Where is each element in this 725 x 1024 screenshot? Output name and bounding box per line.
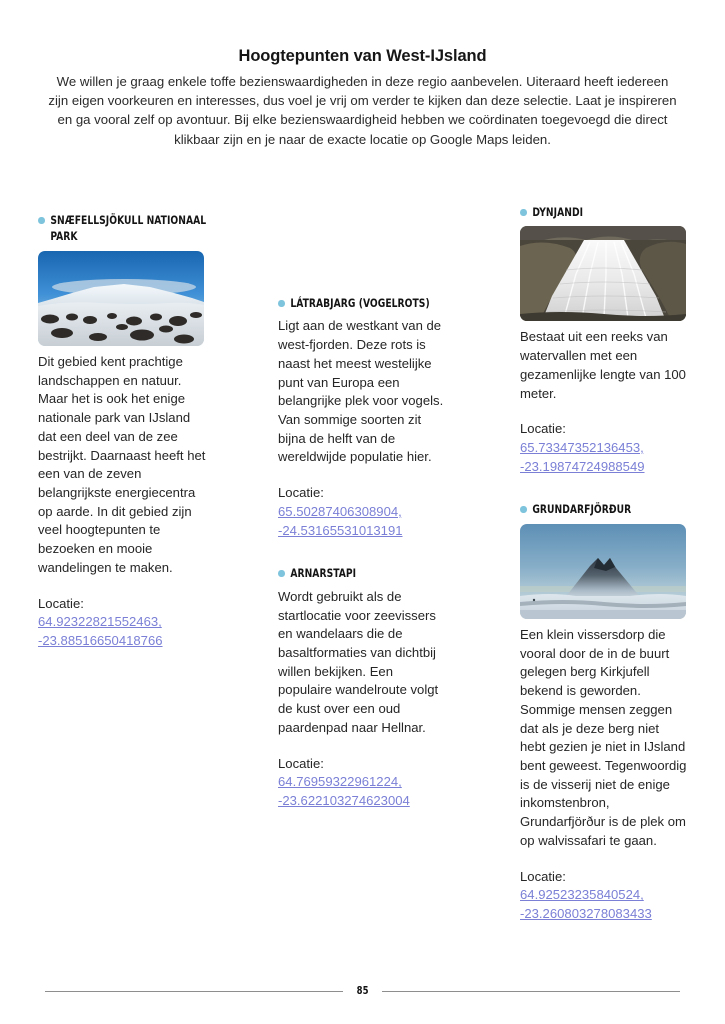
location-label: Locatie:: [520, 868, 566, 884]
page-intro-text: We willen je graag enkele toffe bezienswaardigheden in deze regio aanbevelen. Uiteraard heeft iedereen zijn eigen voorkeuren en interesses, dus voel je vrij om verder te kijken dan deze selectie. Laat je inspireren en ga vooral zelf op avontuur. Bij elke bezienswaardigheid hebben we coördinaten toegevoegd die direct klikbaar zijn en je naar de exacte locatie op Google Maps leiden.: [48, 73, 677, 147]
entry-snaefellsjokull: [38, 212, 206, 651]
bullet-icon: [278, 300, 285, 308]
entry-dynjandi: [520, 204, 688, 476]
entry-arnarstapi: [278, 565, 446, 810]
entry-body-arnarstapi: Wordt gebruikt als de startlocatie voor zeevissers en wandelaars die de basaltformaties van dichtbij willen bekijken. Een populaire wandelroute volgt de kust over een oud paardenpad naar Hellnar.: [278, 588, 439, 735]
entry-latrabjarg: [278, 295, 446, 540]
location-label: Locatie:: [520, 421, 566, 437]
entry-body-grundarfjordur: Een klein vissersdorp die vooral door de in de buurt gelegen berg Kirkjufell bekend is geworden. Sommige mensen zeggen dat als je deze berg niet hebt gezien je niet in IJsland bent geweest. Tegenwoordig is de visserij niet de enige inkomstenbron, Grundarfjörður is de plek om op walvissafari te gaan.: [520, 626, 687, 848]
footer-rule-right: [382, 991, 680, 992]
page-footer: [0, 985, 725, 997]
entry-heading-label: LÁTRABJARG (VOGELROTS): [290, 296, 430, 310]
bullet-icon: [38, 217, 45, 225]
entry-heading-label: SNÆFELLSJÖKULL NATIONAAL PARK: [50, 213, 207, 244]
page-number: 85: [356, 985, 369, 997]
page-header: [45, 46, 680, 149]
entry-heading-snaefellsjokull: [38, 212, 218, 245]
entry-grundarfjordur: [520, 501, 688, 923]
entry-heading-label: GRUNDARFJÖRÐUR: [532, 502, 632, 517]
bullet-icon: [520, 506, 527, 514]
footer-rule-left: [45, 991, 343, 992]
entry-heading-arnarstapi: [278, 565, 458, 581]
location-block-dynjandi: [520, 420, 688, 476]
location-block-latrabjarg: [278, 484, 446, 540]
entry-heading-label: ARNARSTAPI: [290, 566, 357, 581]
content-columns: [0, 200, 725, 990]
location-block-arnarstapi: [278, 755, 446, 811]
coordinates-link-snaefellsjokull[interactable]: 64.92322821552463, -23.88516650418766: [38, 614, 163, 648]
entry-body-latrabjarg: Ligt aan de westkant van de west-fjorden. Deze rots is naast het meest westelijke punt van Europa een belangrijke plek voor vogels. Van sommige soorten zit bijna de helft van de wereldwijde populatie hier.: [278, 318, 444, 465]
coordinates-link-dynjandi[interactable]: 65.73347352136453, -23.19874724988549: [520, 440, 645, 474]
coordinates-link-latrabjarg[interactable]: 65.50287406308904, -24.53165531013191: [278, 503, 403, 538]
column-middle: [278, 200, 446, 811]
location-label: Locatie:: [278, 485, 324, 501]
entry-heading-latrabjarg: [278, 295, 458, 311]
entry-body-dynjandi: Bestaat uit een reeks van watervallen met een gezamenlijke lengte van 100 meter.: [520, 329, 686, 401]
column-right: [520, 200, 688, 924]
coordinates-link-arnarstapi[interactable]: 64.76959322961224, -23.622103274623004: [278, 774, 410, 808]
entry-body-snaefellsjokull: Dit gebied kent prachtige landschappen en natuur. Maar het is ook het enige nationale park van IJsland dat een deel van de zee bestrijkt. Daarnaast heeft het een van de zeven belangrijkste energiecentra op aarde. In dit gebied zijn veel hoogtepunten te bezoeken en mooie wandelingen te maken.: [38, 353, 206, 575]
entry-heading-grundarfjordur: [520, 501, 700, 517]
bullet-icon: [520, 209, 527, 217]
dynjandi-waterfall-photo: [520, 226, 686, 321]
entry-heading-label: DYNJANDI: [532, 205, 584, 219]
location-label: Locatie:: [278, 755, 324, 771]
page-title: Hoogtepunten van West-IJsland: [238, 47, 487, 65]
location-block-grundarfjordur: [520, 868, 688, 924]
kirkjufell-mountain-photo: [520, 524, 686, 619]
snaefellsjokull-glacier-photo: [38, 251, 204, 346]
location-label: Locatie:: [38, 595, 84, 611]
coordinates-link-grundarfjordur[interactable]: 64.92523235840524, -23.260803278083433: [520, 887, 652, 921]
column-left: [38, 200, 206, 651]
entry-heading-dynjandi: [520, 204, 700, 220]
bullet-icon: [278, 570, 285, 578]
location-block-snaefellsjokull: [38, 595, 206, 651]
